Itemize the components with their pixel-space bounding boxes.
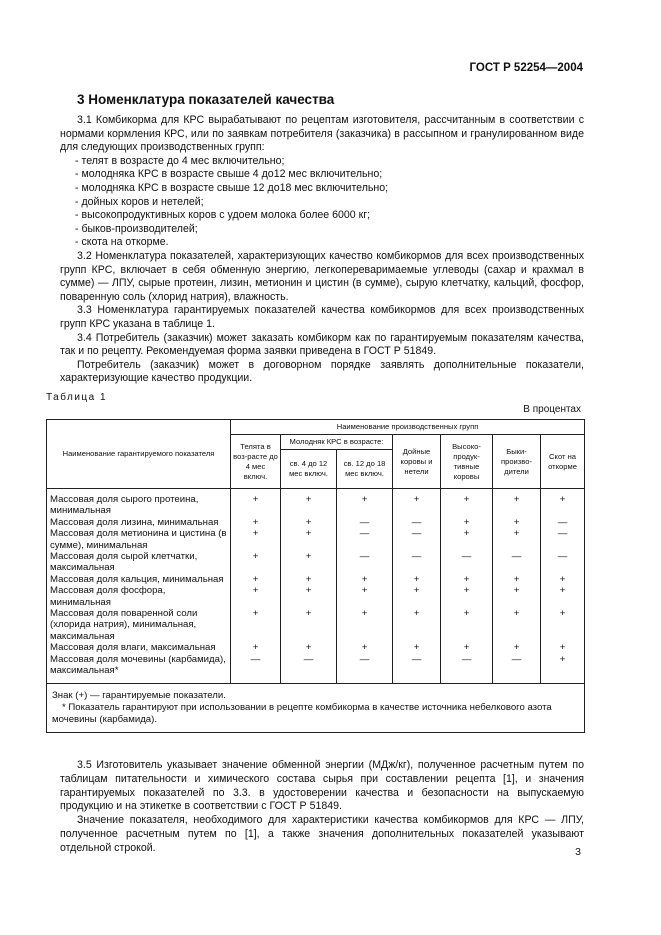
cell: — [441,654,493,683]
page-number: 3 [575,846,581,858]
cell: + [281,489,337,517]
cell: + [337,489,393,517]
paragraph-3-1: 3.1 Комбикорма для КРС вырабатывают по рецептам изготовителя, рассчитанным в соответствии с нормами кормления КРС, или по заявкам потребителя (заказчика) в рассыпном и гранулированном виде для следующих производственных групп: [60,114,584,154]
cell: — [541,551,585,574]
cell: + [541,585,585,608]
cell: — [393,517,441,528]
table-row [47,608,585,642]
row-name: Массовая доля кальция, минимальная [47,574,231,585]
cell: + [541,654,585,683]
cell: + [541,642,585,653]
cell: + [393,585,441,608]
cell: — [393,528,441,551]
cell: + [337,642,393,653]
cell: + [281,574,337,585]
cell: + [493,517,541,528]
header-dairy-cows: Дойные коровы и нетели [393,435,441,489]
cell: + [281,551,337,574]
row-name: Массовая доля мочевины (карбамида), максимальная* [47,654,231,683]
row-name: Массовая доля фосфора, минимальная [47,585,231,608]
table-row [47,642,585,653]
table-notes [47,683,585,732]
cell: + [337,574,393,585]
list-item: - молодняка КРС в возрасте свыше 12 до18 мес включительно; [75,181,389,194]
table-row [47,551,585,574]
list-item: - молодняка КРС в возрасте свыше 4 до12 мес включительно; [75,168,383,181]
cell: — [337,528,393,551]
cell: + [441,489,493,517]
header-calves: Телята в воз-расте до 4 мес включ. [231,435,281,489]
cell: + [393,574,441,585]
row-name: Массовая доля сырого протеина, минимальная [47,489,231,517]
header-young-4-12: св. 4 до 12 мес включ. [281,450,337,489]
cell: + [493,489,541,517]
cell: + [231,528,281,551]
cell: — [337,517,393,528]
cell: + [393,642,441,653]
cell: — [231,654,281,683]
paragraph-3-4-extra: Потребитель (заказчик) может в договорном порядке заявлять дополнительные показатели, характеризующие качество продукции. [60,358,584,385]
cell: + [541,489,585,517]
row-name: Массовая доля сырой клетчатки, максимальная [47,551,231,574]
cell: + [231,551,281,574]
cell: + [441,574,493,585]
cell: + [337,608,393,642]
cell: — [541,528,585,551]
standard-code: ГОСТ Р 52254—2004 [469,62,583,74]
header-indicator-name: Наименование гарантируемого показателя [47,420,231,489]
cell: + [493,574,541,585]
cell: + [393,608,441,642]
list-item: - скота на откорме. [75,236,169,249]
header-production-groups: Наименование производственных групп [231,420,585,435]
list-item: - телят в возрасте до 4 мес включительно; [75,154,285,167]
cell: + [441,528,493,551]
note-footnote: * Показатель гарантируют при использовании в рецепте комбикорма в качестве источника небелкового азота мочевины (карбамида). [52,701,552,725]
table-row [47,528,585,551]
cell: + [393,489,441,517]
cell: + [493,528,541,551]
cell: + [441,642,493,653]
cell: + [281,528,337,551]
list-item: - дойных коров и нетелей; [75,195,204,208]
table-caption: Таблица 1 [46,392,108,403]
cell: + [493,608,541,642]
cell: + [441,585,493,608]
header-fattening: Скот на откорме [541,435,585,489]
header-young-12-18: св. 12 до 18 мес включ. [337,450,393,489]
header-high-productive: Высоко-продук-тивные коровы [441,435,493,489]
cell: — [337,654,393,683]
paragraph-3-4: 3.4 Потребитель (заказчик) может заказать комбикорм как по гарантируемым показателям качества, так и по рецепту. Рекомендуемая форма заявки приведена в ГОСТ Р 51849. [60,331,584,358]
cell: + [281,517,337,528]
paragraph-3-2: 3.2 Номенклатура показателей, характеризующих качество комбикормов для всех производственных групп КРС, включает в себя обменную энергию, легкопереваримаемые углеводы (сахар и крахмал в сумме) — ЛПУ, сырые протеин, лизин, метионин и цистин (в сумме), сырую клетчатку, кальций, фосфор, поваренную соль (хлорид натрия), влажность. [60,249,584,303]
cell: — [393,551,441,574]
cell: + [231,585,281,608]
cell: + [441,517,493,528]
paragraph-3-3: 3.3 Номенклатура гарантируемых показателей качества комбикормов для всех производственных групп КРС указана в таблице 1. [60,304,584,330]
post-table-text [60,759,584,856]
paragraph-3-5: 3.5 Изготовитель указывает значение обменной энергии (МДж/кг), полученное расчетным путем по таблицам питательности и химического состава сырья при составлении рецепта [1], и значения гарантируемых показателей по 3.3. в удостоверении качества и безопасности на выпускаемую продукцию и на этикетке в соответствии с ГОСТ Р 51849. [60,759,584,813]
row-name: Массовая доля лизина, минимальная [47,517,231,528]
paragraph-3-5-extra: Значение показателя, необходимого для характеристики качества комбикормов для КРС — ЛПУ, полученное расчетным путем по [1], а также значения дополнительных показателей указывают отдельной строкой. [60,814,584,854]
cell: + [281,608,337,642]
cell: + [231,517,281,528]
cell: + [231,489,281,517]
indicators-table [46,419,585,733]
cell: — [393,654,441,683]
table-row [47,654,585,683]
cell: + [231,574,281,585]
cell: — [493,654,541,683]
section-heading: 3 Номенклатура показателей качества [77,92,335,107]
note-legend: Знак (+) — гарантируемые показатели. [52,689,226,701]
table-row [47,489,585,517]
cell: + [281,642,337,653]
cell: — [541,517,585,528]
table-units: В процентах [523,404,581,415]
cell: + [541,574,585,585]
list-item: - высокопродуктивных коров с удоем молока более 6000 кг; [75,209,371,222]
header-bulls: Быки-произво-дители [493,435,541,489]
cell: — [337,551,393,574]
cell: + [541,608,585,642]
cell: + [493,642,541,653]
cell: — [281,654,337,683]
row-name: Массовая доля влаги, максимальная [47,642,231,653]
section-body [60,114,584,386]
table-row [47,585,585,608]
cell: + [231,608,281,642]
cell: + [281,585,337,608]
cell: + [441,608,493,642]
list-item: - быков-производителей; [75,222,198,235]
row-name: Массовая доля поваренной соли (хлорида натрия), минимальная, максимальная [47,608,231,642]
cell: + [231,642,281,653]
cell: — [441,551,493,574]
cell: + [337,585,393,608]
table-row [47,517,585,528]
table-row [47,574,585,585]
cell: + [493,585,541,608]
row-name: Массовая доля метионина и цистина (в сумме), минимальная [47,528,231,551]
header-young-stock: Молодняк КРС в возрасте: [281,435,393,450]
cell: — [493,551,541,574]
